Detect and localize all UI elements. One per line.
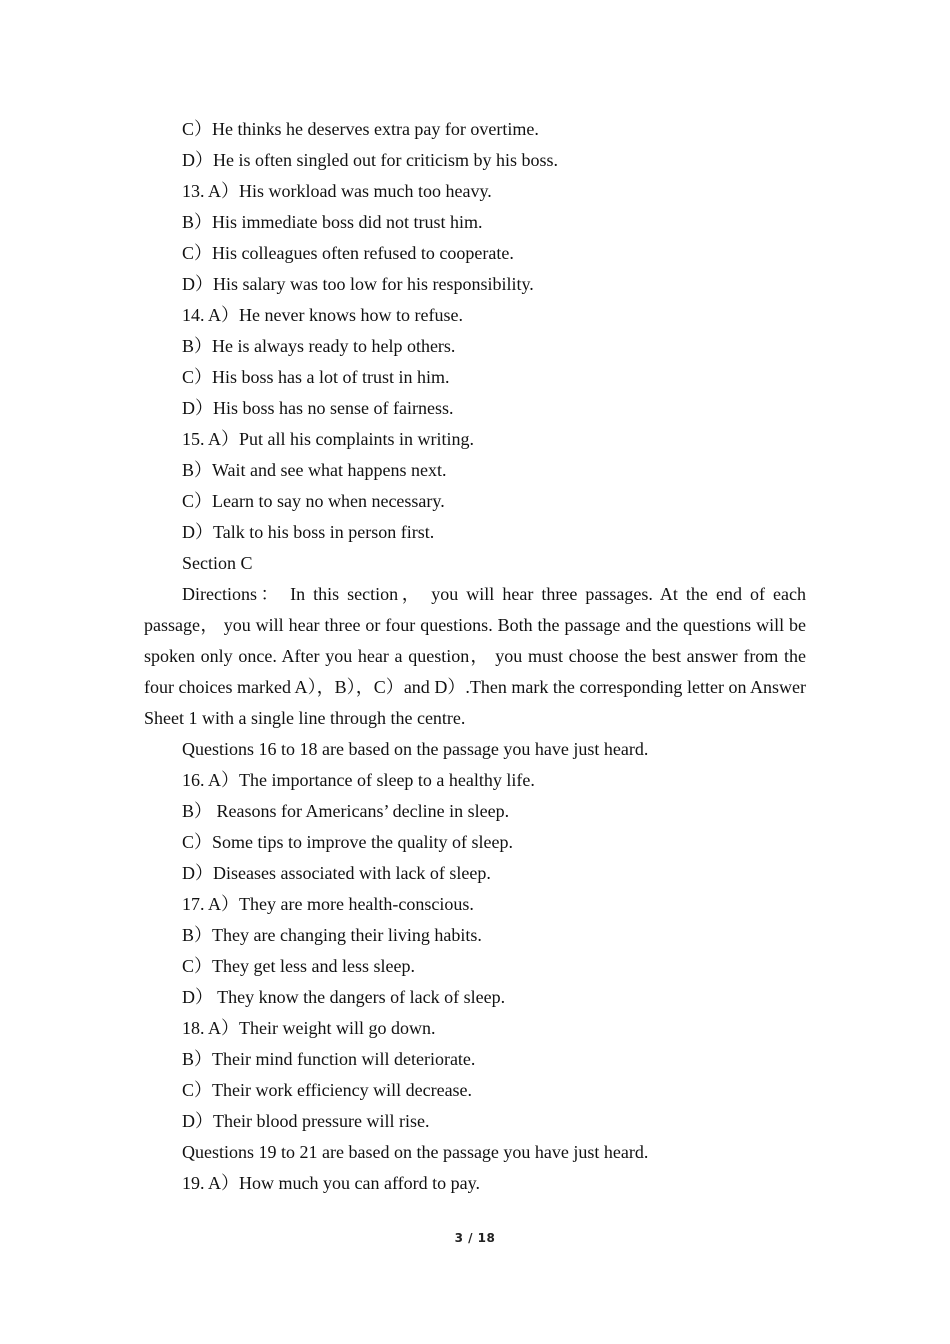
text-line: 19. A）How much you can afford to pay.: [182, 1173, 480, 1193]
text-line: C）They get less and less sleep.: [182, 956, 415, 976]
text-line: B）Wait and see what happens next.: [182, 460, 447, 480]
text-line: B）Their mind function will deteriorate.: [182, 1049, 476, 1069]
directions-paragraph: Directions： In this section， you will hear three passages. At the end of each passage， you will hear three or four questions. Both the passage and the questions will be spoken only once. After you hear a question， you must choose the best answer from the four choices marked A），B），C）and D）.Then mark the corresponding letter on Answer Sheet 1 with a single line through the centre.: [144, 584, 806, 728]
text-line: D）Talk to his boss in person first.: [182, 522, 435, 542]
text-line: 16. A）The importance of sleep to a healthy life.: [182, 770, 535, 790]
text-line: C）His boss has a lot of trust in him.: [182, 367, 450, 387]
question-lines-after: [144, 734, 806, 1199]
text-line: Section C: [182, 553, 253, 573]
text-line: C）Learn to say no when necessary.: [182, 491, 445, 511]
text-line: B） Reasons for Americans’ decline in sleep.: [182, 801, 510, 821]
text-line: B）His immediate boss did not trust him.: [182, 212, 483, 232]
text-line: D）His boss has no sense of fairness.: [182, 398, 454, 418]
text-line: Questions 19 to 21 are based on the passage you have just heard.: [182, 1142, 649, 1162]
text-line: D） They know the dangers of lack of sleep.: [182, 987, 506, 1007]
text-line: C）His colleagues often refused to cooperate.: [182, 243, 514, 263]
text-line: C）He thinks he deserves extra pay for overtime.: [182, 119, 539, 139]
question-lines-before: [144, 114, 806, 579]
text-line: 18. A）Their weight will go down.: [182, 1018, 436, 1038]
text-line: C）Some tips to improve the quality of sleep.: [182, 832, 513, 852]
text-line: 14. A）He never knows how to refuse.: [182, 305, 463, 325]
text-line: B）They are changing their living habits.: [182, 925, 482, 945]
text-line: Questions 16 to 18 are based on the passage you have just heard.: [182, 739, 649, 759]
text-line: C）Their work efficiency will decrease.: [182, 1080, 473, 1100]
text-line: 17. A）They are more health-conscious.: [182, 894, 474, 914]
text-line: D）Their blood pressure will rise.: [182, 1111, 430, 1131]
text-line: D）His salary was too low for his responsibility.: [182, 274, 534, 294]
page-number: 3 / 18: [454, 1231, 496, 1245]
text-line: 13. A）His workload was much too heavy.: [182, 181, 492, 201]
text-line: 15. A）Put all his complaints in writing.: [182, 429, 474, 449]
text-line: D）Diseases associated with lack of sleep.: [182, 863, 491, 883]
page-content: [144, 114, 806, 1199]
text-line: B）He is always ready to help others.: [182, 336, 456, 356]
text-line: D）He is often singled out for criticism by his boss.: [182, 150, 558, 170]
